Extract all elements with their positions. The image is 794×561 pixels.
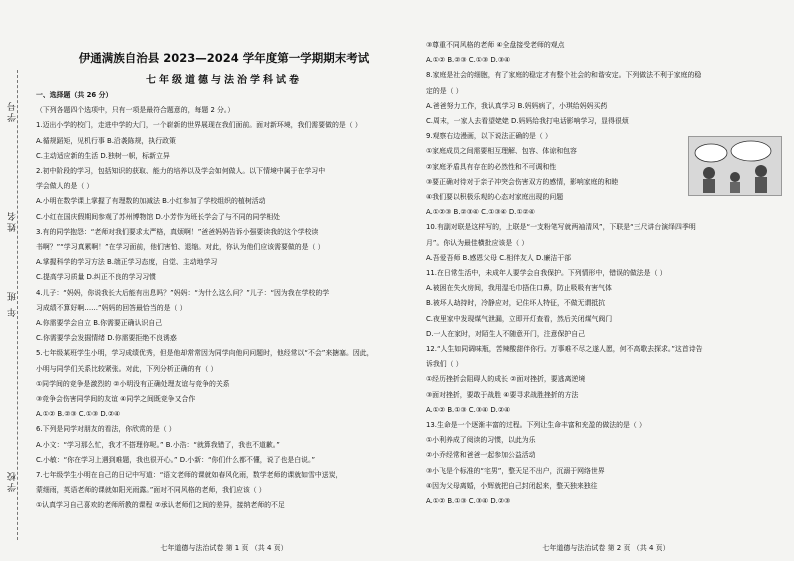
statement-line: ④我们要以积极乐观的心态对家庭出现的问题 xyxy=(426,193,564,202)
option-line: A.①② B.①③ C.③④ D.②③ xyxy=(426,497,511,506)
option-line: C.提高学习质量 D.纠正不良的学习习惯 xyxy=(36,273,157,282)
option-line: C.小红在国庆假期间参观了苏州博物馆 D.小芳作为班长学会了与不同的同学相处 xyxy=(36,212,281,221)
statement-line: ②小乔经常和爸爸一起参加公益活动 xyxy=(426,451,536,460)
page-2-footer: 七年道德与法治试卷 第 2 页 （共 4 页） xyxy=(542,544,670,552)
statement-line: ②家庭矛盾具有存在的必然性和不可调和性 xyxy=(426,162,557,171)
question-line: 定的是（ ） xyxy=(426,86,463,95)
option-line: A.循规蹈矩，见机行事 B.沿袭陈规，执行政策 xyxy=(36,136,176,145)
option-line: A.①② B.①③ C.③④ D.②④ xyxy=(426,405,511,414)
statement-line: ①认真学习自己喜欢的老师所教的课程 ②承认老师们之间的差异，接纳老师的不足 xyxy=(36,501,285,510)
question-line: 诉我们（ ） xyxy=(426,360,463,369)
option-line: A.小文：“学习那么忙，我才不搭理你呢。” B.小浩：“就算我错了，我也不道歉。” xyxy=(36,440,280,449)
question-line: 3.有的同学抱怨：“老师对我们要求太严格，真烦啊！”爸爸妈妈告诉小强要读我的这个学校读 xyxy=(36,227,319,236)
option-line: C.周末，一家人去看望姥姥 D.妈妈给我打电话影响学习，显得很烦 xyxy=(426,117,629,126)
question-line: 10.有副对联是这样写的，上联是“一支粉笔写就两袖清风”，下联是“三尺讲台演绎四季明 xyxy=(426,223,696,232)
cartoon-image xyxy=(688,136,782,196)
page-1-footer: 七年道德与法治试卷 第 1 页 （共 4 页） xyxy=(160,544,288,552)
option-line: C.小敏：“你在学习上遇到难题，我也很开心。” D.小新：“你们什么都不懂，说了也是白说。” xyxy=(36,455,316,464)
question-line: 7.七年级学生小明在自己的日记中写道：“语文老师的课就如春风化雨，数学老师的课就如雪中送炭， xyxy=(36,471,343,480)
statement-line: ③小飞是个标准的“宅男”，整天足不出户，沉溺于网络世界 xyxy=(426,466,605,475)
statement-line: ③面对挫折，要敢于战胜 ④要寻求战胜挫折的方法 xyxy=(426,390,579,399)
option-line: A.爸爸努力工作，我认真学习 B.妈妈病了，小琪给妈妈买药 xyxy=(426,101,608,110)
binding-margin xyxy=(0,0,34,561)
student-number-label: 学号 xyxy=(8,100,18,122)
page-2 xyxy=(426,0,786,561)
school-label: 学校 xyxy=(8,470,18,492)
class-label: 年 班 xyxy=(8,290,18,317)
option-line: B.被坏人劫持时，冷静应对，记住坏人特征，不做无谓抵抗 xyxy=(426,299,606,308)
exam-title: 伊通满族自治县 2023—2024 学年度第一学期期末考试 xyxy=(78,51,370,65)
statement-line: ③竞争会伤害同学间的友谊 ④同学之间既竞争又合作 xyxy=(36,395,196,404)
option-line: A.吾爱吾师 B.感恩父母 C.相伴友人 D.廉洁干部 xyxy=(426,253,572,262)
option-line: C.夜里家中发现煤气泄漏，立即开灯查看，然后关闭煤气阀门 xyxy=(426,314,613,323)
section-heading: 一、选择题（共 26 分） xyxy=(36,91,113,99)
question-line: 8.家庭是社会的细胞，有了家庭的稳定才有整个社会的和谐安定。下列做法不利于家庭的稳 xyxy=(426,71,702,80)
option-line: A.掌握科学的学习方法 B.端正学习态度，自觉、主动地学习 xyxy=(36,258,218,267)
question-line: 1.迈出小学的校门，走进中学的大门，一个崭新的世界展现在我们面前。面对新环境，我们需要做的是（ ） xyxy=(36,121,362,130)
question-line: 月”。你认为最佳横批应该是（ ） xyxy=(426,238,529,247)
section-instruction: （下列各题四个选项中，只有一项是最符合题意的，每题 2 分。） xyxy=(36,106,235,115)
option-line: C.你需要学会发掘情绪 D.你需要拒绝不良诱惑 xyxy=(36,334,177,343)
statement-line: ①经历挫折会阻碍人的成长 ②面对挫折，要逃离逆境 xyxy=(426,375,586,384)
question-line: 6.下列是同学对朋友的看法，你欣赏的是（ ） xyxy=(36,425,176,434)
question-line: 学会做人的是（ ） xyxy=(36,182,94,191)
statement-line: ③要正确对待对于亲子冲突会伤害双方的感情，影响家庭的和睦 xyxy=(426,177,619,186)
statement-line: ①家庭成员之间需要相互理解、包容、体谅和包容 xyxy=(426,147,577,156)
statement-line: ④因为父母离婚，小辉就把自己封闭起来，整天独来独往 xyxy=(426,481,598,490)
option-line: D.一人在家时，对陌生人不随意开门，注意保护自己 xyxy=(426,329,586,338)
question-line: 习成绩不算好啊……”妈妈的回答最恰当的是（ ） xyxy=(36,303,187,312)
question-line: 9.观察右边漫画，以下说法正确的是（ ） xyxy=(426,132,552,141)
page-1 xyxy=(36,0,412,561)
page-1-content xyxy=(36,88,412,514)
question-line: 12.“人生如同调味瓶，苦辣酸甜伴你行。万事难不尽之遂人愿，何不高歌去探求。”这首诗告 xyxy=(426,345,703,354)
question-line: 11.在日常生活中，未成年人要学会自我保护。下列情形中，错误的做法是（ ） xyxy=(426,269,667,278)
option-line: A.小明在数学课上掌握了有理数的加减法 B.小红参加了学校组织的植树活动 xyxy=(36,197,266,206)
option-line: A.①② B.②③ C.①③ D.③④ xyxy=(426,56,511,65)
question-line: 5.七年级某班学生小明，学习成绩优秀，但是他却常常因为同学向他问问题时，他经常以“不会”来搪塞。因此， xyxy=(36,349,374,358)
option-line: A.被困在失火房间，我用湿毛巾捂住口鼻，防止吸吸有害气体 xyxy=(426,284,612,293)
statement-line: ①小利养成了阅读的习惯，以此为乐 xyxy=(426,436,536,445)
option-line: C.主动适应新的生活 D.独树一帜，标新立异 xyxy=(36,151,170,160)
statement-line: ③尊重不同风格的老师 ④全盘接受老师的观点 xyxy=(426,41,565,49)
option-line: A.你需要学会自立 B.你需要正确认识自己 xyxy=(36,319,163,328)
option-line: A.①②③ B.②③④ C.①③④ D.①②④ xyxy=(426,208,535,217)
question-line: 2.初中阶段的学习，包括知识的获取、能力的培养以及学会如何做人。以下情境中属于在学习中 xyxy=(36,167,326,176)
question-line: 13.生命是一个逐渐丰富的过程。下列让生命丰富和充盈的做法的是（ ） xyxy=(426,421,646,430)
question-line: 蒙细雨，英语老师的课就如阳光雨露。”面对不同风格的老师，我们应该（ ） xyxy=(36,486,266,495)
statement-line: ①同学间的竞争是激烈的 ②小明没有正确处理友谊与竞争的关系 xyxy=(36,379,230,388)
question-line: 小明与同学们关系比较紧张。对此，下列分析正确的有（ ） xyxy=(36,364,218,373)
option-line: A.①② B.②③ C.①③ D.②④ xyxy=(36,410,121,419)
question-line: 书啊？”“学习真累啊！”在学习面前，他们害怕、退缩。对此，你认为他们应该需要做的是（ ） xyxy=(36,243,325,252)
name-label: 姓名 xyxy=(8,210,18,232)
exam-subtitle: 七年级道德与法治学科试卷 xyxy=(146,75,302,86)
question-line: 4.儿子：“妈妈，你说我长大后能有出息吗？”妈妈：“为什么这么问？”儿子：“因为我在学校的学 xyxy=(36,288,330,297)
